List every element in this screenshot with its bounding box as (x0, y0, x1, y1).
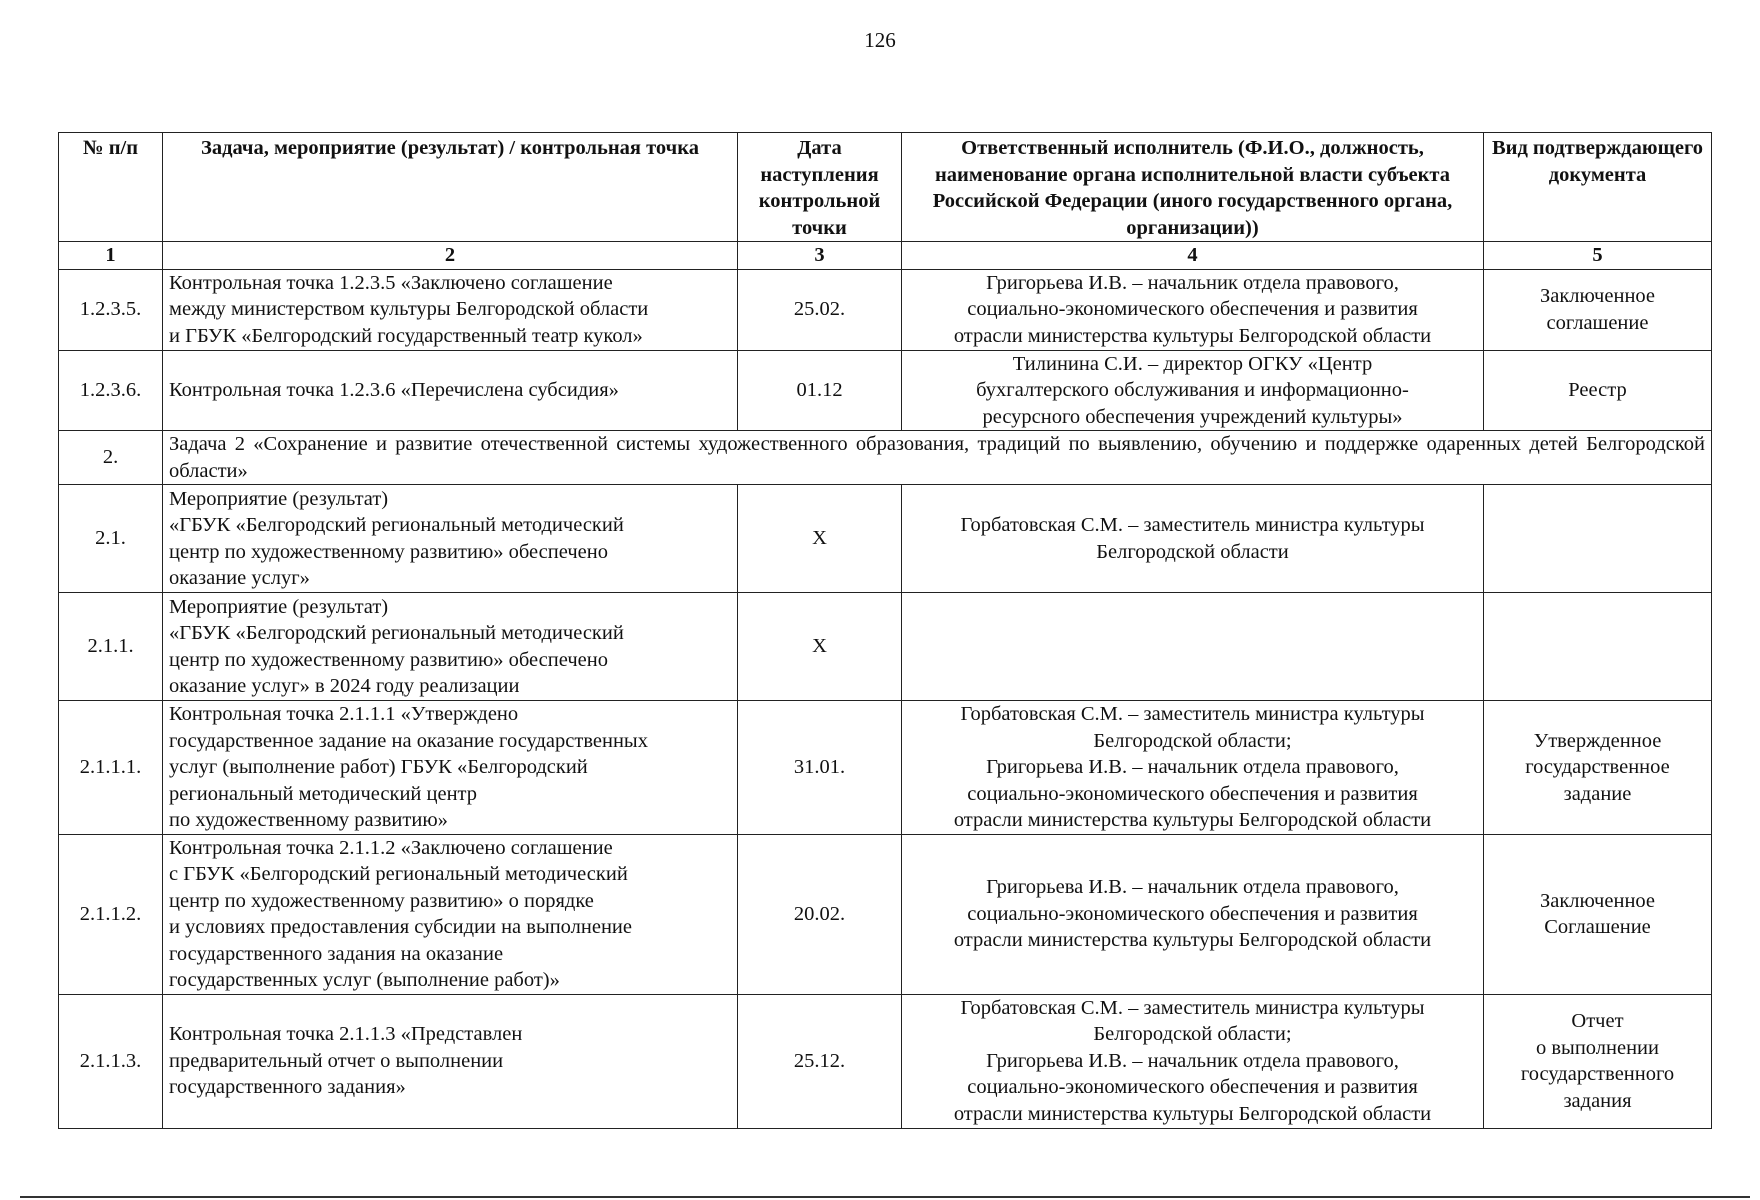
document-cell-line: соглашение (1546, 311, 1649, 334)
row-number: 1.2.3.6. (59, 350, 163, 431)
date-cell: 01.12 (738, 350, 902, 431)
document-cell-line: Заключенное (1539, 889, 1656, 912)
responsible-cell (902, 485, 1484, 593)
task-cell-line: региональный методический центр (169, 782, 478, 805)
table-body (59, 269, 1712, 1128)
responsible-cell-line: ресурсного обеспечения учреждений культуры» (982, 405, 1403, 428)
responsible-cell (902, 701, 1484, 835)
responsible-cell-line: Григорьева И.В. – начальник отдела правового, (986, 876, 1399, 899)
task-cell-line: Мероприятие (результат) (169, 487, 389, 510)
task-cell-line: предварительный отчет о выполнении (169, 1049, 504, 1072)
task-cell-line: оказание услуг» (169, 567, 310, 589)
task-cell (163, 485, 738, 593)
date-cell: 25.12. (738, 994, 902, 1128)
document-cell-line: Соглашение (1544, 916, 1651, 938)
table-row (59, 994, 1712, 1128)
date-cell: 25.02. (738, 269, 902, 350)
responsible-cell-line: отрасли министерства культуры Белгородской области (953, 809, 1432, 831)
document-cell (1484, 485, 1712, 593)
document-cell (1484, 350, 1712, 431)
responsible-cell-line: социально-экономического обеспечения и развития (967, 902, 1418, 925)
responsible-cell-line: отрасли министерства культуры Белгородской области (953, 1102, 1432, 1125)
responsible-cell-line: отрасли министерства культуры Белгородской области (953, 929, 1432, 952)
responsible-cell-line: Белгородской области; (1093, 1023, 1292, 1046)
page-number: 126 (864, 28, 896, 52)
task-heading: Задача 2 «Сохранение и развитие отечественной системы художественного образования, традиций по выявлению, обучению и поддержке одаренных детей Белгородской области» (163, 431, 1712, 485)
document-cell-line: Заключенное (1539, 285, 1656, 307)
task-cell (163, 701, 738, 835)
index-cell: 4 (902, 242, 1484, 270)
table-row (59, 350, 1712, 431)
task-cell-line: Контрольная точка 2.1.1.1 «Утверждено (169, 703, 519, 725)
date-cell: 20.02. (738, 834, 902, 994)
responsible-cell (902, 994, 1484, 1128)
responsible-cell-line: бухгалтерского обслуживания и информационно- (976, 379, 1409, 401)
date-cell: 31.01. (738, 701, 902, 835)
row-number: 2. (59, 431, 163, 485)
table-header-row (59, 133, 1712, 242)
row-number: 2.1.1.2. (59, 834, 163, 994)
task-cell-line: государственных услуг (выполнение работ)» (169, 969, 560, 991)
responsible-cell-line: Григорьева И.В. – начальник отдела правового, (986, 756, 1399, 778)
responsible-cell-line: отрасли министерства культуры Белгородской области (953, 324, 1432, 347)
document-cell (1484, 701, 1712, 835)
document-cell-line: задания (1563, 1089, 1632, 1112)
responsible-cell-line: Белгородской области (1096, 540, 1289, 563)
document-cell-line: Утвержденное (1533, 729, 1662, 752)
task-cell-line: государственного задания» (169, 1076, 406, 1099)
responsible-cell-line: Горбатовская С.М. – заместитель министра культуры (960, 996, 1425, 1019)
date-cell: X (738, 593, 902, 701)
responsible-cell (902, 593, 1484, 701)
table-row (59, 431, 1712, 485)
task-cell-line: центр по художественному развитию» обеспечено (169, 648, 608, 671)
task-cell-line: услуг (выполнение работ) ГБУК «Белгородский (169, 756, 588, 778)
header-responsible: Ответственный исполнитель (Ф.И.О., должность, наименование органа исполнительной власти субъекта Российской Федерации (иного государственного органа, организации)) (902, 133, 1484, 242)
page-bottom-rule (20, 1196, 1750, 1198)
responsible-cell-line: Горбатовская С.М. – заместитель министра культуры (960, 703, 1425, 725)
table-row (59, 485, 1712, 593)
task-cell (163, 834, 738, 994)
table-row (59, 701, 1712, 835)
row-number: 2.1.1.1. (59, 701, 163, 835)
document-cell-line: Реестр (1568, 379, 1627, 401)
date-cell: X (738, 485, 902, 593)
table-index-row (59, 242, 1712, 270)
responsible-cell-line: Григорьева И.В. – начальник отдела правового, (986, 271, 1399, 294)
document-cell (1484, 269, 1712, 350)
document-cell (1484, 593, 1712, 701)
row-number: 1.2.3.5. (59, 269, 163, 350)
responsible-cell-line: социально-экономического обеспечения и развития (967, 298, 1418, 321)
task-cell-line: центр по художественному развитию» обеспечено (169, 540, 608, 563)
responsible-cell-line: социально-экономического обеспечения и развития (967, 1076, 1418, 1099)
task-cell-line: с ГБУК «Белгородский региональный методический (169, 863, 628, 885)
responsible-cell (902, 350, 1484, 431)
task-cell-line: «ГБУК «Белгородский региональный методический (169, 514, 624, 536)
task-cell-line: «ГБУК «Белгородский региональный методический (169, 622, 624, 644)
document-cell (1484, 834, 1712, 994)
task-cell-line: Мероприятие (результат) (169, 595, 389, 618)
responsible-cell-line: Григорьева И.В. – начальник отдела правового, (986, 1049, 1399, 1072)
task-cell (163, 994, 738, 1128)
task-cell-line: центр по художественному развитию» о порядке (169, 889, 594, 912)
header-date: Дата наступления контрольной точки (738, 133, 902, 242)
task-cell-line: и ГБУК «Белгородский государственный театр кукол» (169, 324, 643, 347)
row-number: 2.1.1.3. (59, 994, 163, 1128)
document-cell-line: задание (1563, 782, 1632, 805)
table-row (59, 593, 1712, 701)
document-cell-line: государственное (1525, 756, 1670, 778)
responsible-cell-line: Горбатовская С.М. – заместитель министра культуры (960, 514, 1425, 536)
document-cell-line: государственного (1520, 1063, 1675, 1085)
task-cell-line: Контрольная точка 1.2.3.5 «Заключено соглашение (169, 271, 613, 294)
responsible-cell-line: социально-экономического обеспечения и развития (967, 782, 1418, 805)
task-cell (163, 269, 738, 350)
index-cell: 5 (1484, 242, 1712, 270)
task-cell-line: по художественному развитию» (169, 809, 448, 831)
responsible-cell-line: Тилинина С.И. – директор ОГКУ «Центр (1012, 352, 1373, 375)
table-row (59, 269, 1712, 350)
index-cell: 1 (59, 242, 163, 270)
task-cell-line: государственное задание на оказание государственных (169, 729, 648, 752)
task-cell-line: Контрольная точка 1.2.3.6 «Перечислена субсидия» (169, 379, 619, 401)
task-cell-line: и условиях предоставления субсидии на выполнение (169, 916, 633, 938)
responsible-cell (902, 834, 1484, 994)
responsible-cell (902, 269, 1484, 350)
document-cell (1484, 994, 1712, 1128)
table-row (59, 834, 1712, 994)
header-number: № п/п (59, 133, 163, 242)
index-cell: 3 (738, 242, 902, 270)
header-document: Вид подтверждающего документа (1484, 133, 1712, 242)
control-points-table (58, 132, 1712, 1129)
task-cell (163, 350, 738, 431)
document-cell-line: Отчет (1571, 1010, 1624, 1032)
task-cell-line: между министерством культуры Белгородской области (169, 298, 649, 321)
task-cell-line: Контрольная точка 2.1.1.2 «Заключено соглашение (169, 836, 613, 859)
row-number: 2.1. (59, 485, 163, 593)
index-cell: 2 (163, 242, 738, 270)
task-cell-line: оказание услуг» в 2024 году реализации (169, 675, 520, 697)
responsible-cell-line: Белгородской области; (1093, 729, 1292, 752)
task-cell-line: государственного задания на оказание (169, 942, 504, 965)
document-cell-line: о выполнении (1536, 1036, 1659, 1059)
task-cell (163, 593, 738, 701)
header-task: Задача, мероприятие (результат) / контрольная точка (163, 133, 738, 242)
task-cell-line: Контрольная точка 2.1.1.3 «Представлен (169, 1023, 523, 1046)
row-number: 2.1.1. (59, 593, 163, 701)
